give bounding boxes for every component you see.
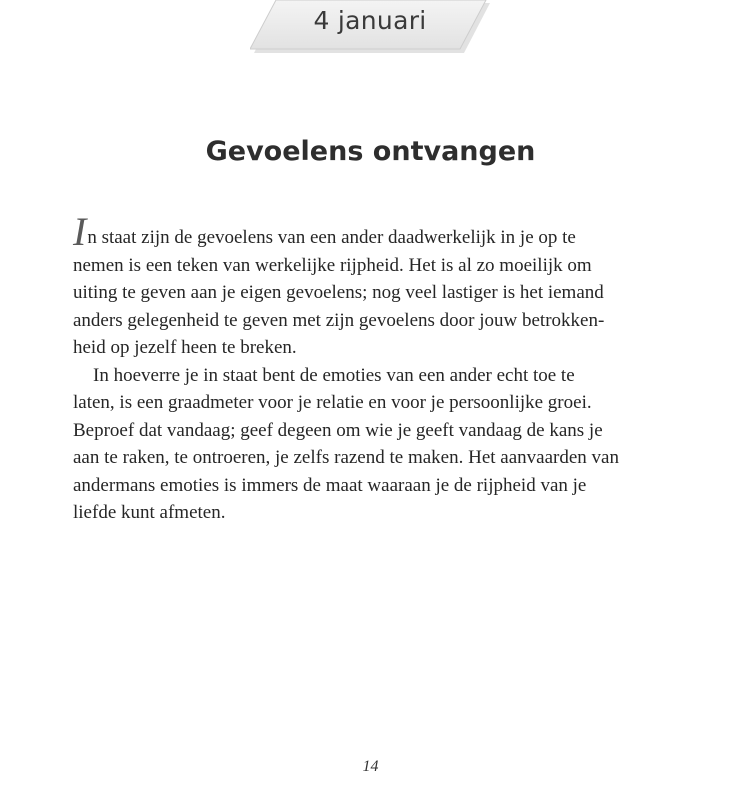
page-title: Gevoelens ontvangen <box>205 136 536 167</box>
text-line: laten, is een graadmeter voor je relatie en voor je persoonlijke groei. <box>73 392 592 413</box>
text-line: uiting te geven aan je eigen gevoelens; nog veel lastiger is het iemand <box>73 282 604 303</box>
date-label: 4 januari <box>313 6 427 35</box>
text-line: Beproef dat vandaag; geef degeen om wie je geeft vandaag de kans je <box>73 419 603 441</box>
body-text <box>73 209 673 527</box>
text-line: In hoeverre je in staat bent de emoties van een ander echt toe te <box>93 364 575 386</box>
text-line: heid op jezelf heen te breken. <box>73 337 297 358</box>
text-line: andermans emoties is immers de maat waaraan je de rijpheid van je <box>73 474 587 496</box>
text-line: anders gelegenheid te geven met zijn gevoelens door jouw betrokken- <box>73 309 605 331</box>
text-line: liefde kunt afmeten. <box>73 502 226 523</box>
date-tab <box>250 0 490 56</box>
text-line: n staat zijn de gevoelens van een ander daadwerkelijk in je op te <box>87 227 576 248</box>
paragraph-1 <box>73 209 673 362</box>
dropcap-letter: I <box>73 209 87 254</box>
page-number: 14 <box>362 758 379 775</box>
text-line: aan te raken, te ontroeren, je zelfs razend te maken. Het aanvaarden van <box>73 447 619 468</box>
text-line: nemen is een teken van werkelijke rijpheid. Het is al zo moeilijk om <box>73 254 592 276</box>
paragraph-2 <box>73 362 673 527</box>
